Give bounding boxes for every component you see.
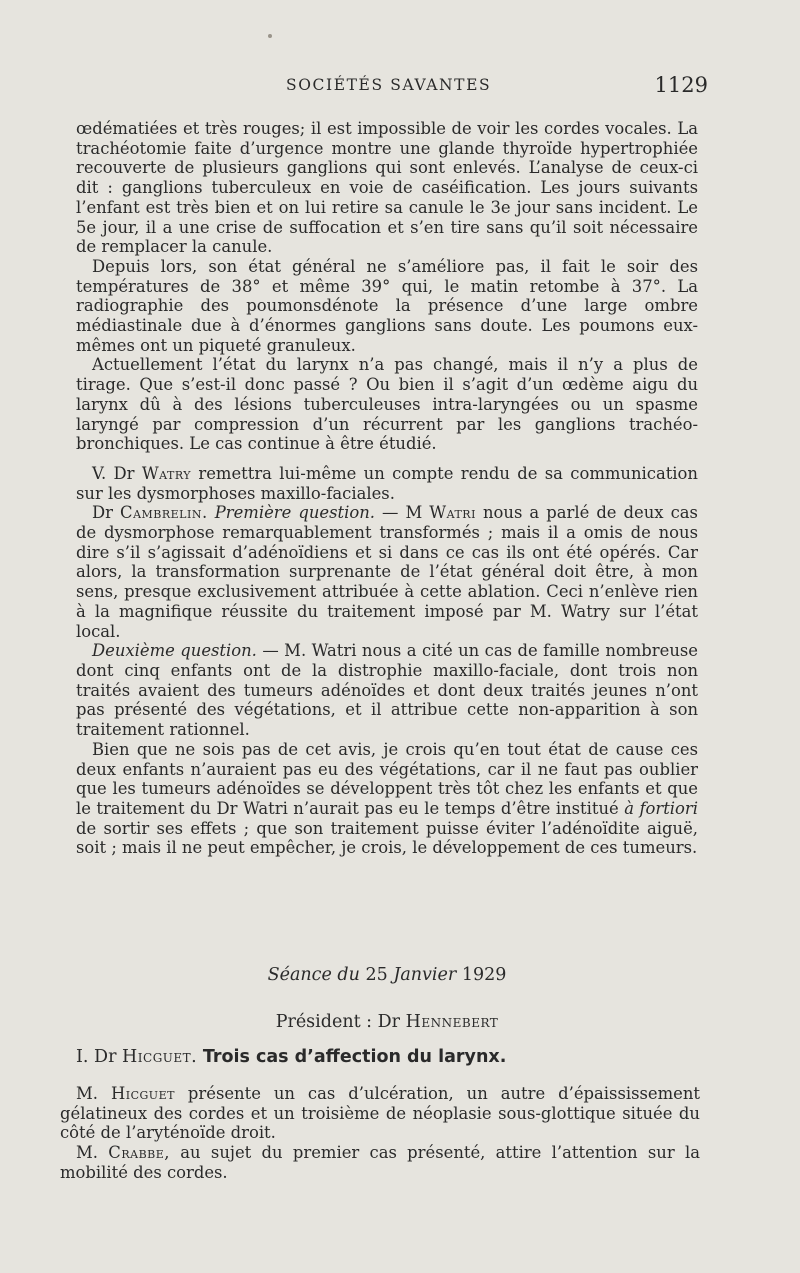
opinion-paragraph: Bien que ne sois pas de cet avis, je crois qu’en tout état de cause ces deux enfants n’auraient pas eu des végétations, car il ne faut pas oublier que les tumeurs adénoïdes se développent très tôt chez les enfants et que le traitement du Dr Watri n’aurait pas eu le temps d’être institué à fortiori de sortir ses effets ; que son traitement puisse éviter l’adénoïdite aiguë, soit ; mais il ne peut empêcher, je crois, le développement de ces tumeurs. bbox=[76, 739, 698, 858]
running-head: SOCIÉTÉS SAVANTES bbox=[286, 76, 492, 94]
seance-heading: Séance du 25 Janvier 1929 bbox=[267, 965, 507, 985]
second-question-paragraph: Deuxième question. — M. Watri nous a cité un cas de famille nombreuse dont cinq enfants ont de la distrophie maxillo-faciale, dont trois non traités avaient des tumeurs adénoïdes et dont deux traités jeunes n’ont pas présenté des végétations, et il attribue cette non-apparition à son traitement rationnel. bbox=[76, 641, 698, 740]
crabbe-paragraph: M. Crabbe, au sujet du premier cas présenté, attire l’attention sur la mobilité des cordes. bbox=[60, 1143, 700, 1182]
section-i-heading: I. Dr Hicguet. Trois cas d’affection du larynx. bbox=[76, 1047, 507, 1067]
page-header bbox=[76, 73, 708, 102]
ink-speck bbox=[268, 34, 272, 38]
cambrelin-paragraph: Dr Cambrelin. Première question. — M Watri nous a parlé de deux cas de dysmorphose remarquablement transformés ; mais il a omis de nous dire s’il s’agissait d’adénoïdiens et si dans ce cas ils ont été opérés. Car alors, la transformation surprenante de l’état général doit être, à mon sens, presque exclusivement attribuée à cette ablation. Ceci n’enlève rien à la magnifique réussite du traitement imposé par M. Watry sur l’état local. bbox=[76, 503, 698, 641]
body-text bbox=[76, 119, 698, 858]
paragraph-1: œdématiées et très rouges; il est impossible de voir les cordes vocales. La trachéotomie faite d’urgence montre une glande thyroïde hypertrophiée recouverte de plusieurs ganglions qui sont enlevés. L’analyse de ceux-ci dit : ganglions tuberculeux en voie de caséification. Les jours suivants l’enfant est très bien et on lui retire sa canule le 3e jour sans incident. Le 5e jour, il a une crise de suffocation et s’en tire sans qu’il soit nécessaire de remplacer la canule. bbox=[76, 119, 698, 257]
tail-text bbox=[60, 1084, 700, 1183]
page-number: 1129 bbox=[654, 73, 708, 97]
paragraph-2: Depuis lors, son état général ne s’améliore pas, il fait le soir des températures de 38° et même 39° qui, le matin retombe à 37°. La radiographie des poumonsdénote la présence d’une large ombre médiastinale due à d’énormes ganglions sans doute. Les poumons eux-mêmes ont un piqueté granuleux. bbox=[76, 256, 698, 355]
president-line: Président : Dr Hennebert bbox=[275, 1012, 499, 1032]
section-v: V. Dr Watry remettra lui-même un compte rendu de sa communication sur les dysmorphoses maxillo-faciales. bbox=[76, 463, 698, 503]
hicguet-paragraph: M. Hicguet présente un cas d’ulcération, un autre d’épaississement gélatineux des cordes et un troisième de néoplasie sous-glottique située du côté de l’aryténoïde droit. bbox=[60, 1084, 700, 1143]
paragraph-3: Actuellement l’état du larynx n’a pas changé, mais il n’y a plus de tirage. Que s’est-il donc passé ? Ou bien il s’agit d’un œdème aigu du larynx dû à des lésions tuberculeuses intra-laryngées ou un spasme laryngé par compression d’un récurrent par les ganglions trachéo-bronchiques. Le cas continue à être étudié. bbox=[76, 355, 698, 454]
